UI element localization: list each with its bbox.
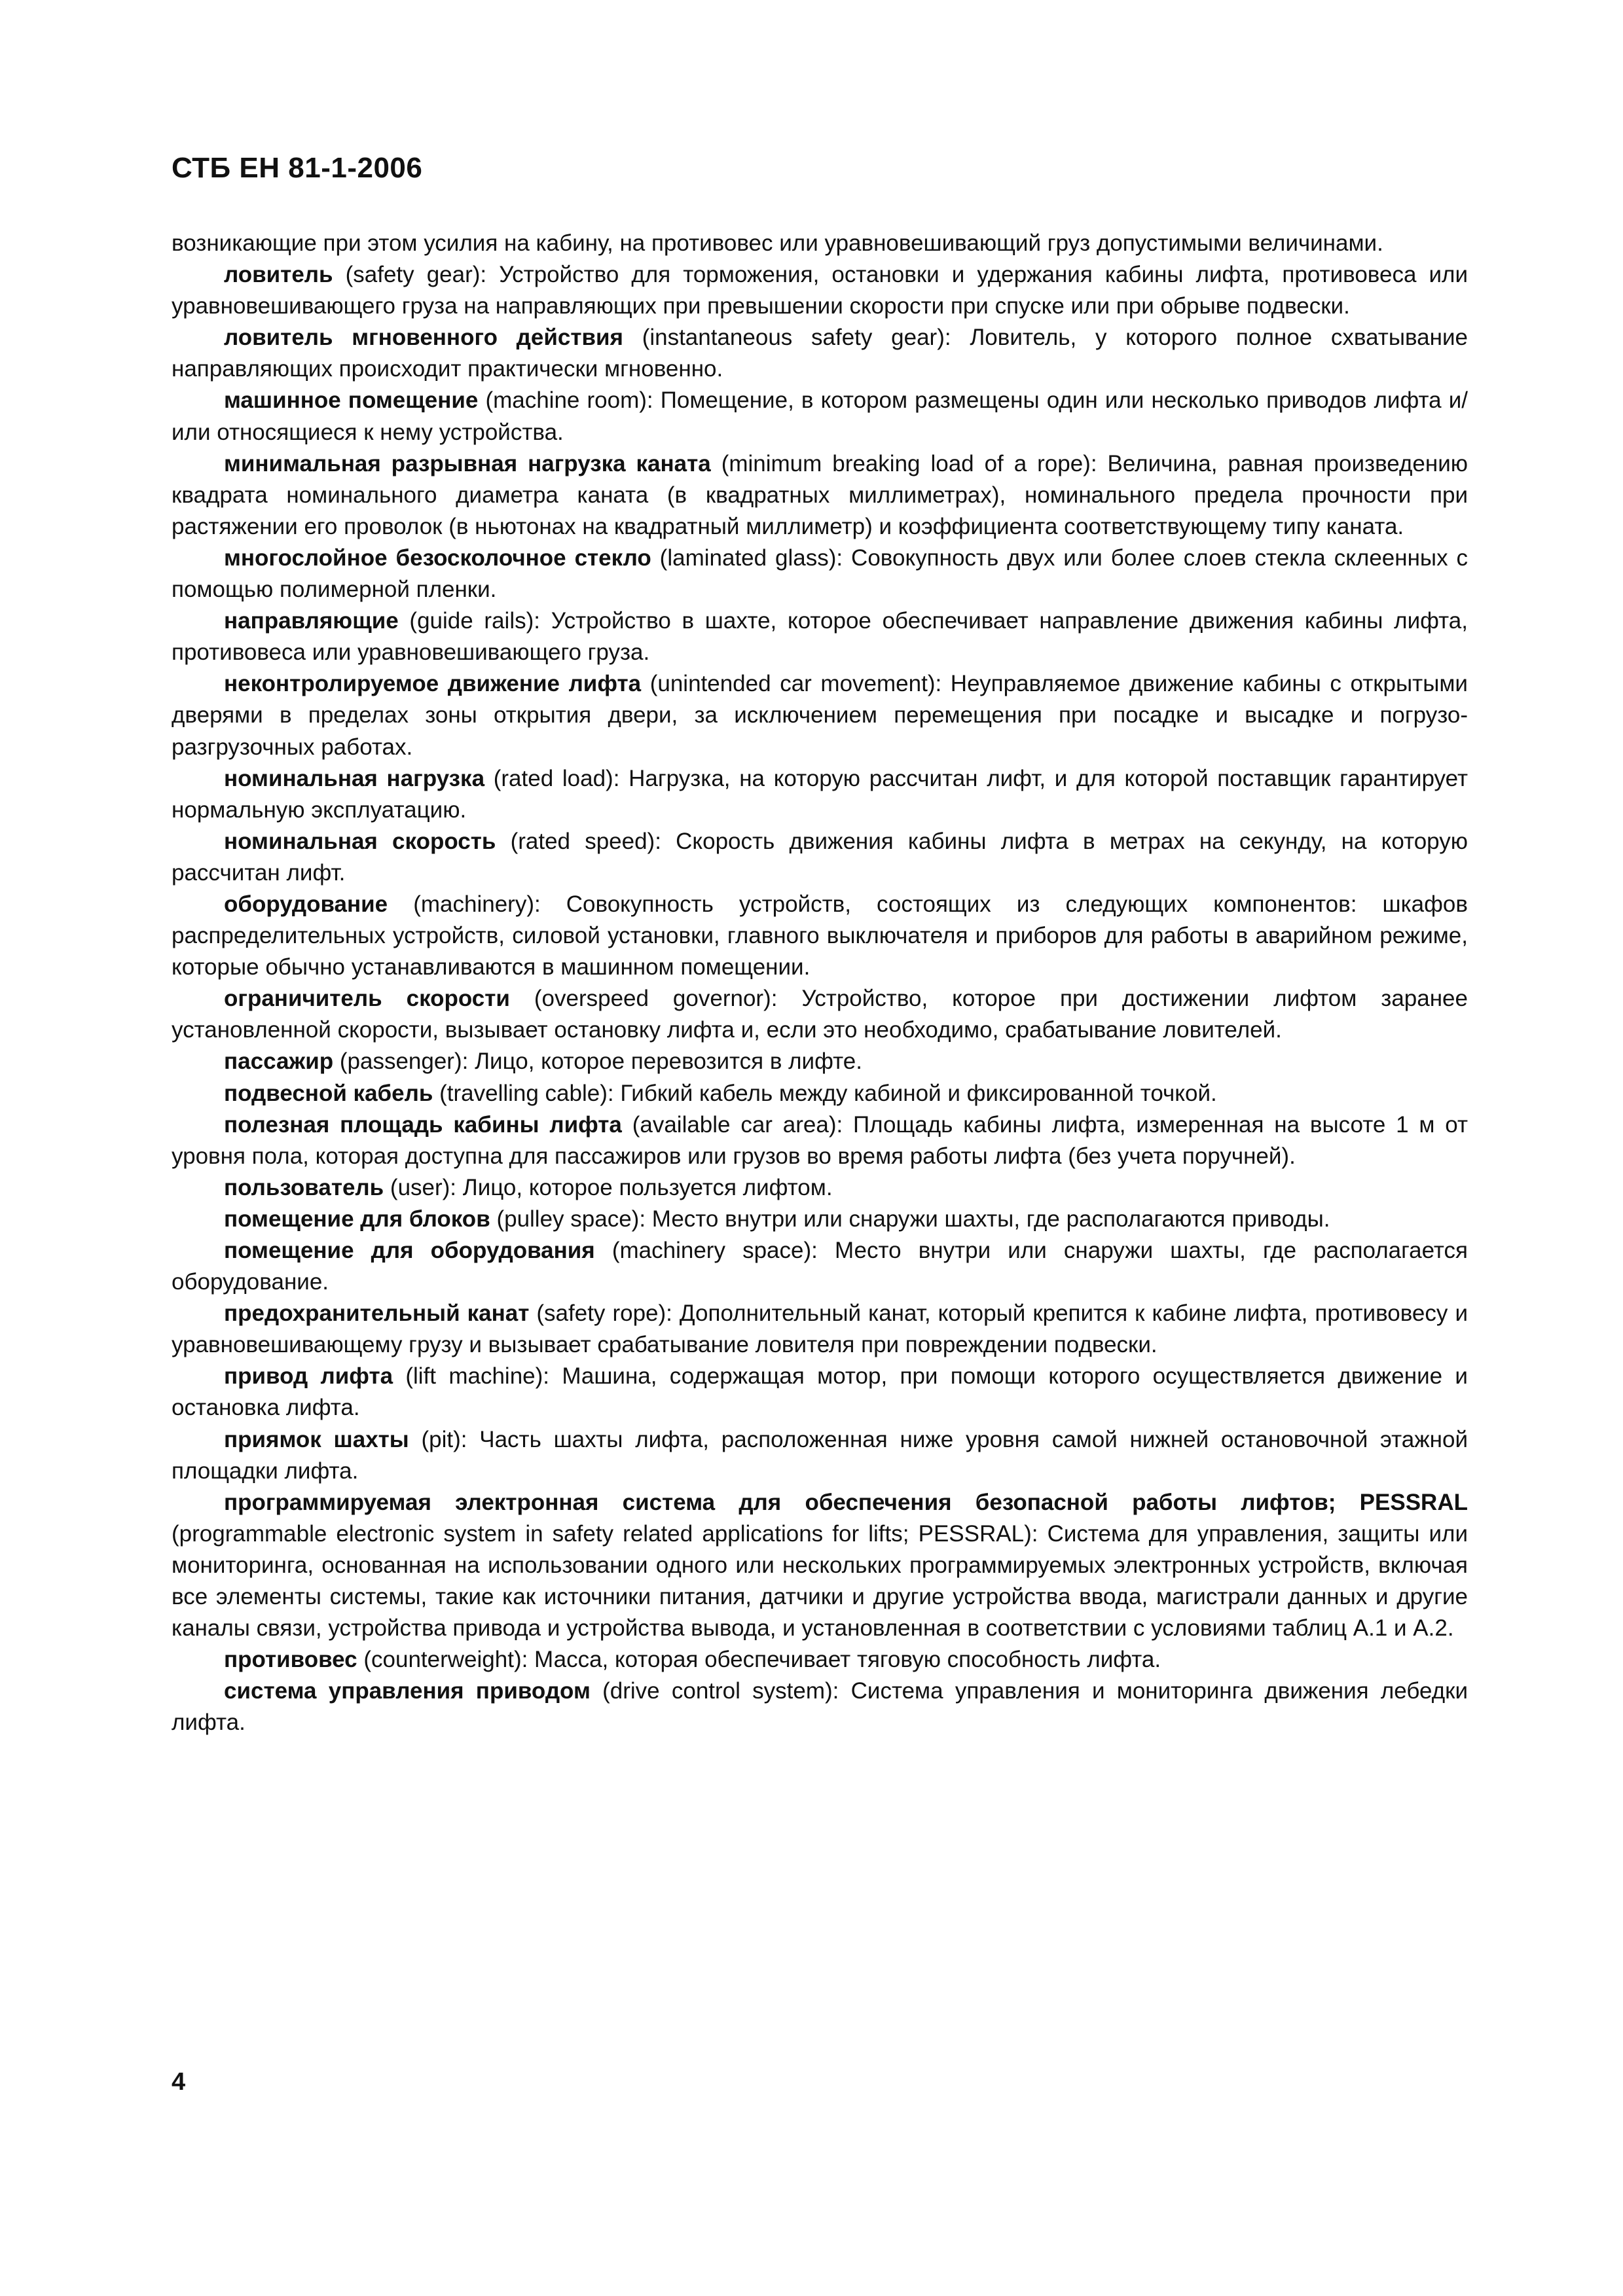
definition-entry bbox=[172, 448, 1468, 543]
definition-text: (lift machine): Машина, содержащая мотор, при помощи которого осуществляется движение и остановка лифта. bbox=[172, 1363, 1468, 1421]
definition-text: (pit): Часть шахты лифта, расположенная ниже уровня самой нижней остановочной этажной площадки лифта. bbox=[172, 1426, 1468, 1484]
definition-entry bbox=[172, 889, 1468, 983]
definition-text: (overspeed governor): Устройство, которое при достижении лифтом заранее установленной скорости, вызывает остановку лифта и, если это необходимо, срабатывание ловителей. bbox=[172, 986, 1468, 1043]
definition-list bbox=[172, 259, 1468, 1738]
definition-text: (rated speed): Скорость движения кабины лифта в метрах на секунду, на которую рассчитан лифт. bbox=[172, 828, 1468, 886]
document-code-header: СТБ ЕН 81-1-2006 bbox=[172, 152, 423, 184]
definition-text: (passenger): Лицо, которое перевозится в лифте. bbox=[333, 1049, 862, 1075]
definition-entry bbox=[172, 1046, 1468, 1077]
definition-entry bbox=[172, 1235, 1468, 1298]
definition-text: (rated load): Нагрузка, на которую рассчитан лифт, и для которой поставщик гарантирует нормальную эксплуатацию. bbox=[172, 765, 1468, 823]
definition-term: номинальная скорость bbox=[224, 828, 496, 854]
definition-term: пассажир bbox=[224, 1049, 334, 1075]
definition-entry bbox=[172, 605, 1468, 668]
definition-entry bbox=[172, 259, 1468, 322]
definition-term: помещение для блоков bbox=[224, 1206, 490, 1232]
definition-entry bbox=[172, 668, 1468, 762]
definition-term: многослойное безосколочное стекло bbox=[224, 545, 651, 571]
definition-text: (drive control system): Система управления и мониторинга движения лебедки лифта. bbox=[172, 1678, 1468, 1736]
definition-term: противовес bbox=[224, 1647, 357, 1673]
definition-term: направляющие bbox=[224, 608, 399, 634]
definition-entry bbox=[172, 543, 1468, 605]
definition-entry bbox=[172, 1361, 1468, 1424]
definition-entry bbox=[172, 1487, 1468, 1644]
definition-term: номинальная нагрузка bbox=[224, 765, 485, 791]
definition-text: (machinery space): Место внутри или снаружи шахты, где располагается оборудование. bbox=[172, 1238, 1468, 1295]
definition-term: неконтролируемое движение лифта bbox=[224, 671, 642, 697]
definition-term: оборудование bbox=[224, 891, 388, 917]
definition-entry bbox=[172, 1109, 1468, 1172]
definition-term: машинное помещение bbox=[224, 387, 479, 414]
definition-text: (machinery): Совокупность устройств, состоящих из следующих компонентов: шкафов распределительных устройств, силовой установки, главного выключателя и приборов для работы в аварийном режиме, которые обычно устанавливаются в машинном помещении. bbox=[172, 891, 1468, 980]
definition-text: (counterweight): Масса, которая обеспечивает тяговую способность лифта. bbox=[357, 1647, 1161, 1673]
definition-entry bbox=[172, 322, 1468, 385]
definition-text: (minimum breaking load of a rope): Величина, равная произведению квадрата номинального диаметра каната (в квадратных миллиметрах), номинального предела прочности при растяжении его проволок (в ньютонах на квадратный миллиметр) и коэффициента соответствующему типу каната. bbox=[172, 450, 1468, 539]
definition-term: предохранительный канат bbox=[224, 1300, 530, 1327]
definition-entry bbox=[172, 1298, 1468, 1361]
definition-text: (travelling cable): Гибкий кабель между кабиной и фиксированной точкой. bbox=[433, 1080, 1217, 1106]
definition-entry bbox=[172, 385, 1468, 448]
definition-entry bbox=[172, 1676, 1468, 1738]
definition-text: (laminated glass): Совокупность двух или более слоев стекла склеенных с помощью полимерной пленки. bbox=[172, 545, 1468, 603]
definition-text: (instantaneous safety gear): Ловитель, у которого полное схватывание направляющих происходит практически мгновенно. bbox=[172, 325, 1468, 382]
definition-entry bbox=[172, 983, 1468, 1046]
definition-term: минимальная разрывная нагрузка каната bbox=[224, 450, 711, 476]
definition-term: помещение для оборудования bbox=[224, 1238, 595, 1263]
definition-text: (safety gear): Устройство для торможения, остановки и удержания кабины лифта, противовеса или уравновешивающего груза на направляющих при превышении скорости при спуске или при обрыве подвески. bbox=[172, 262, 1468, 319]
definition-entry bbox=[172, 1424, 1468, 1487]
definition-term: подвесной кабель bbox=[224, 1080, 433, 1106]
definition-term: ловитель мгновенного действия bbox=[224, 325, 623, 351]
page-number: 4 bbox=[172, 2068, 186, 2096]
definition-text: (programmable electronic system in safety related applications for lifts; PESSRAL): Система для управления, защиты или мониторинга, основанная на использовании одного или нескольких программируемых электронных устройств, включая все элементы системы, такие как источники питания, датчики и другие устройства ввода, магистрали данных и другие каналы связи, устройства привода и устройства вывода, и установленная в соответствии с условиями таблиц А.1 и А.2. bbox=[172, 1520, 1468, 1641]
definition-text: (user): Лицо, которое пользуется лифтом. bbox=[384, 1174, 833, 1200]
definition-text: (machine room): Помещение, в котором размещены один или несколько приводов лифта и/или относящиеся к нему устройства. bbox=[172, 387, 1468, 445]
definition-term: программируемая электронная система для обеспечения безопасной работы лифтов; PESSRAL bbox=[224, 1489, 1468, 1515]
definition-entry bbox=[172, 1078, 1468, 1109]
definition-term: приямок шахты bbox=[224, 1426, 409, 1452]
definitions-body bbox=[172, 228, 1468, 1739]
definition-term: ограничитель скорости bbox=[224, 986, 510, 1012]
definition-entry bbox=[172, 1644, 1468, 1676]
definition-text: (available car area): Площадь кабины лифта, измеренная на высоте 1 м от уровня пола, которая доступна для пассажиров или грузов во время работы лифта (без учета поручней). bbox=[172, 1111, 1468, 1169]
definition-text: (guide rails): Устройство в шахте, которое обеспечивает направление движения кабины лифта, противовеса или уравновешивающего груза. bbox=[172, 608, 1468, 666]
definition-entry bbox=[172, 763, 1468, 826]
definition-term: ловитель bbox=[224, 262, 333, 288]
continuation-paragraph: возникающие при этом усилия на кабину, на противовес или уравновешивающий груз допустимыми величинами. bbox=[172, 230, 1383, 256]
definition-term: пользователь bbox=[224, 1174, 384, 1200]
definition-text: (unintended car movement): Неуправляемое движение кабины с открытыми дверями в пределах зоны открытия двери, за исключением перемещения при посадке и высадке и погрузо-разгрузочных работах. bbox=[172, 671, 1468, 760]
definition-term: полезная площадь кабины лифта bbox=[224, 1111, 622, 1138]
definition-text: (pulley space): Место внутри или снаружи шахты, где располагаются приводы. bbox=[490, 1206, 1330, 1232]
definition-term: система управления приводом bbox=[224, 1678, 591, 1704]
definition-text: (safety rope): Дополнительный канат, который крепится к кабине лифта, противовесу и уравновешивающему грузу и вызывает срабатывание ловителя при повреждении подвески. bbox=[172, 1300, 1468, 1358]
definition-term: привод лифта bbox=[224, 1363, 393, 1390]
definition-entry bbox=[172, 826, 1468, 889]
definition-entry bbox=[172, 1172, 1468, 1204]
definition-entry bbox=[172, 1204, 1468, 1235]
